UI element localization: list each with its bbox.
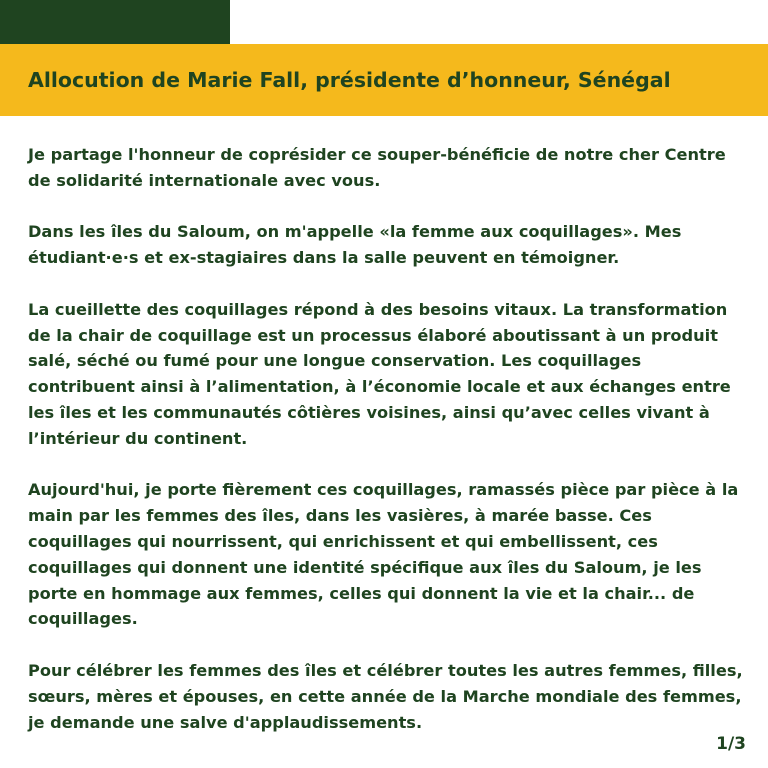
paragraph-intro: Je partage l'honneur de coprésider ce souper-bénéficie de notre cher Centre de solidarité internationale avec vous. [28,145,726,190]
page-title: Allocution de Marie Fall, présidente d’honneur, Sénégal [28,68,671,92]
paragraph-tribute: Aujourd'hui, je porte fièrement ces coquillages, ramassés pièce par pièce à la main par les femmes des îles, dans les vasières, à marée basse. Ces coquillages qui nourrissent, qui enrichissent et qui embellissent, ces coquillages qui donnent une identité spécifique aux îles du Saloum, je les porte en hommage aux femmes, celles qui donnent la vie et la chair... de coquillages. [28,480,739,629]
corner-accent-block [0,0,230,44]
paragraph-nickname: Dans les îles du Saloum, on m'appelle «la femme aux coquillages». Mes étudiant·e·s et ex-stagiaires dans la salle peuvent en témoigner. [28,222,682,268]
speech-body [28,142,752,735]
paragraph-applause: Pour célébrer les femmes des îles et célébrer toutes les autres femmes, filles, sœurs, mères et épouses, en cette année de la Marche mondiale des femmes, je demande une salve d'applaudissements. [28,660,743,732]
page-indicator: 1/3 [716,734,746,754]
title-banner [0,44,768,116]
paragraph-shell-harvest: La cueillette des coquillages répond à des besoins vitaux. La transformation de la chair de coquillage est un processus élaboré aboutissant à un produit salé, séché ou fumé pour une longue conservation. Les coquillages contribuent ainsi à l’alimentation, à l’économie locale et aux échanges entre les îles et les communautés côtières voisines, ainsi qu’avec celles vivant à l’intérieur du continent. [28,299,731,448]
